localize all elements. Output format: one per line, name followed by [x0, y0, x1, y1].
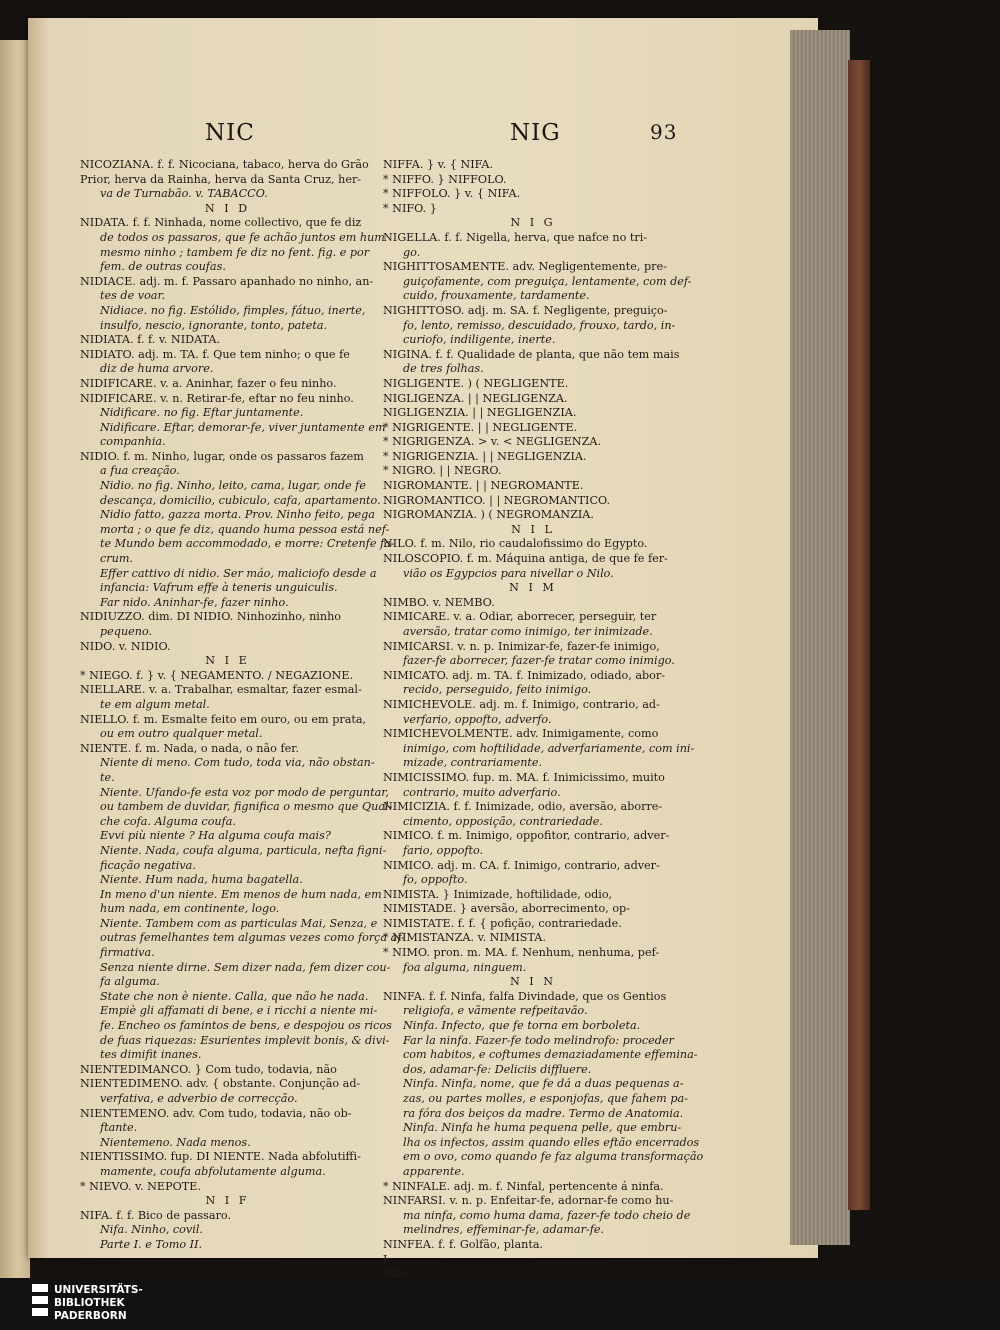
text-line: verfario, oppofto, adverfo. — [403, 712, 552, 726]
text-line: aversão, tratar como inimigo, ter inimizade. — [403, 625, 653, 638]
text-line: Parte I. e Tomo II. — [100, 1237, 203, 1251]
text-line: infancia: Vafrum effe à teneris unguiculis. — [100, 581, 338, 595]
text-line: Prior, herva da Rainha, herva da Santa Cruz, her- — [80, 172, 362, 186]
text-line: va de Turnabão. v. TABACCO. — [100, 187, 268, 201]
text-line: NINFA. f. f. Ninfa, falfa Divindade, que os Gentios — [383, 989, 667, 1003]
text-line: outras femelhantes tem algumas vezes como força af- — [100, 931, 405, 945]
text-line: NIENTISSIMO. fup. DI NIENTE. Nada abfolutiffi- — [80, 1150, 361, 1164]
text-line: fem. de outras coufas. — [100, 260, 226, 274]
section-heading: N I F — [205, 1194, 250, 1208]
text-line: * NIEVO. v. NEPOTE. — [80, 1179, 201, 1193]
text-line: NIMISTADE. } aversão, aborrecimento, op- — [383, 902, 630, 916]
text-line: NINFARSI. v. n. p. Enfeitar-fe, adornar-fe como hu- — [383, 1194, 674, 1208]
text-line: inimigo, com hoftilidade, adverfariamente, com ini- — [403, 741, 695, 755]
library-name — [54, 1284, 143, 1323]
text-line: NIDATA. f. f. Ninhada, nome collectivo, que fe diz — [80, 216, 362, 230]
text-line: che cofa. Alguma coufa. — [100, 814, 237, 828]
text-line: Nientemeno. Nada menos. — [100, 1135, 251, 1149]
text-line: NIMICISSIMO. fup. m. MA. f. Inimicissimo, muito — [383, 770, 665, 784]
text-line: NIGHITTOSAMENTE. adv. Negligentemente, pre- — [383, 260, 667, 274]
library-line-1: UNIVERSITÄTS- — [54, 1284, 143, 1296]
text-line: em o ovo, como quando fe faz alguma transformação — [403, 1150, 704, 1164]
text-line: NIENTEDIMANCO. } Com tudo, todavia, não — [80, 1062, 337, 1076]
text-line: * NIFFO. } NIFFOLO. — [383, 172, 507, 186]
text-line: NIDIATO. adj. m. TA. f. Que tem ninho; o que fe — [80, 347, 350, 361]
text-line: companhia. — [100, 435, 166, 449]
text-line: Niente di meno. Com tudo, toda via, não obstan- — [100, 756, 375, 770]
text-line: NIMICATO. adj. m. TA. f. Inimizado, odiado, abor- — [383, 668, 666, 682]
text-line: zas, ou partes molles, e esponjofas, que fahem pa- — [403, 1092, 688, 1105]
text-line: diz de huma arvore. — [100, 362, 214, 376]
text-line: Niente. Tambem com as particulas Mai, Senza, e — [100, 916, 378, 930]
text-line: * NIMISTANZA. v. NIMISTA. — [383, 931, 546, 945]
text-line: vião os Egypcios para nivellar o Nilo. — [403, 566, 614, 580]
text-line: ma ninfa, como huma dama, fazer-fe todo cheio de — [403, 1208, 691, 1222]
text-line: Nidio fatto, gazza morta. Prov. Ninho feito, pega — [100, 508, 375, 522]
text-line: morta ; o que fe diz, quando huma pessoa está nef- — [100, 522, 390, 536]
text-line: cimento, opposição, contrariedade. — [403, 814, 603, 828]
text-line: verfativa, e adverbio de correcção. — [100, 1092, 298, 1105]
text-line: de todos os passaros, que fe achão juntos em hum — [100, 230, 385, 244]
text-line: te Mundo bem accommodado, e morre: Cretenfe fa- — [100, 537, 395, 551]
text-line: foa alguma, ninguem. — [403, 960, 527, 974]
text-line: crum. — [100, 552, 133, 566]
text-line: fe. Encheo os famintos de bens, e despojou os ricos — [100, 1019, 392, 1033]
text-line: Far nido. Aninhar-fe, fazer ninho. — [100, 595, 289, 609]
text-line: NICOZIANA. f. f. Nicociana, tabaco, herva do Grão — [80, 158, 369, 171]
text-line: firmativa. — [100, 946, 155, 960]
section-heading: N I G — [510, 216, 556, 230]
section-heading: N I M — [509, 581, 557, 595]
text-line: NIMICHEVOLMENTE. adv. Inimigamente, como — [383, 727, 659, 741]
text-line: NIMICARSI. v. n. p. Inimizar-fe, fazer-fe inimigo, — [383, 639, 660, 653]
text-line: NIGLIGENZA. | | NEGLIGENZA. — [383, 391, 568, 405]
text-line: Evvi più niente ? Ha alguma coufa mais? — [100, 829, 331, 843]
text-line: Niente. Ufando-fe esta voz por modo de perguntar, — [100, 785, 389, 799]
text-line: hum nada, em continente, logo. — [100, 902, 280, 916]
text-line: insulfo, nescio, ignorante, tonto, pateta. — [100, 318, 328, 332]
text-line: NIGHITTOSO. adj. m. SA. f. Negligente, preguiço- — [383, 303, 668, 317]
text-line: In meno d'un niente. Em menos de hum nada, em — [100, 887, 382, 901]
text-line: Ninfa. Infecto, que fe torna em borboleta. — [403, 1019, 641, 1033]
text-line: State che non è niente. Calla, que não he nada. — [100, 989, 369, 1003]
text-line: NIMICO. f. m. Inimigo, oppofitor, contrario, adver- — [383, 829, 670, 843]
text-line: Nin- — [383, 1267, 408, 1278]
text-line: Nifa. Ninho, covil. — [100, 1223, 203, 1237]
text-line: lha os infectos, assim quando elles eftão encerrados — [403, 1135, 700, 1149]
text-line: curiofo, indiligente, inerte. — [403, 333, 556, 347]
text-line: NIELLO. f. m. Esmalte feito em ouro, ou em prata, — [80, 712, 367, 726]
text-line: descança, domicilio, cubiculo, cafa, apartamento. — [100, 493, 381, 507]
library-logo-icon — [32, 1284, 48, 1324]
text-line: NINFEA. f. f. Golfão, planta. — [383, 1237, 544, 1251]
text-line: de fuas riquezas: Esurientes implevit bonis, & divi- — [100, 1033, 390, 1047]
text-line: ou tambem de duvidar, fignifica o mesmo que Qual- — [100, 800, 393, 814]
page-edges — [790, 30, 850, 1245]
library-line-2: BIBLIOTHEK — [54, 1297, 125, 1309]
text-line: NIGROMANTE. | | NEGROMANTE. — [383, 479, 584, 493]
text-line: NIELLARE. v. a. Trabalhar, esmaltar, fazer esmal- — [80, 683, 362, 697]
text-line: NIFFA. } v. { NIFA. — [383, 158, 494, 171]
text-line: fazer-fe aborrecer, fazer-fe tratar como inimigo. — [403, 654, 675, 668]
text-line: te em algum metal. — [100, 697, 210, 711]
text-line: go. — [403, 245, 421, 259]
text-line: apparente. — [403, 1164, 465, 1178]
text-line: Nidificare. no fig. Eftar juntamente. — [100, 406, 304, 420]
text-line: NIFA. f. f. Bico de passaro. — [80, 1208, 232, 1222]
text-line: Nidificare. Eftar, demorar-fe, viver juntamente em — [100, 420, 386, 434]
text-line: guiçofamente, com preguiça, lentamente, com def- — [403, 274, 692, 288]
text-line: * NINFALE. adj. m. f. Ninfal, pertencente á ninfa. — [383, 1179, 664, 1193]
text-line: * NIFO. } — [383, 201, 437, 215]
section-heading: N I D — [204, 201, 251, 215]
text-line: NIMICHEVOLE. adj. m. f. Inimigo, contrario, ad- — [383, 697, 660, 711]
section-heading: N I E — [205, 654, 250, 668]
text-line: NIGELLA. f. f. Nigella, herva, que nafce no tri- — [383, 230, 648, 244]
text-line: pequeno. — [100, 625, 153, 638]
left-column — [80, 158, 405, 1253]
text-line: NIMISTA. } Inimizade, hoftilidade, odio, — [383, 887, 613, 901]
text-line: religiofa, e vãmente refpeitavão. — [403, 1004, 588, 1018]
text-line: NIDIUZZO. dim. DI NIDIO. Ninhozinho, ninho — [80, 610, 342, 624]
text-line: Far la ninfa. Fazer-fe todo melindrofo: proceder — [403, 1033, 674, 1047]
text-line: fo, lento, remisso, descuidado, frouxo, tardo, in- — [403, 318, 676, 332]
text-line: * NIFFOLO. } v. { NIFA. — [383, 187, 521, 201]
section-heading: N I L — [511, 522, 555, 536]
text-line: Senza niente dirne. Sem dizer nada, fem dizer cou- — [100, 960, 391, 974]
text-line: Ninfa. Ninfa, nome, que fe dá a duas pequenas a- — [403, 1077, 684, 1091]
text-line: te. — [100, 770, 115, 784]
text-line: a fua creação. — [100, 464, 180, 478]
text-line: Empiè gli affamati di bene, e i ricchi a niente mi- — [100, 1004, 378, 1018]
text-line: Nidio. no fig. Ninho, leito, cama, lugar, onde fe — [100, 479, 366, 493]
text-line: NIMISTATE. f. f. { pofição, contrariedade. — [383, 916, 622, 930]
text-line: NIGLIGENTE. ) ( NEGLIGENTE. — [383, 376, 569, 390]
text-line: NILOSCOPIO. f. m. Máquina antiga, de que fe fer- — [383, 552, 668, 566]
text-line: NIDIATA. f. f. v. NIDATA. — [80, 333, 221, 347]
text-line: NIMICO. adj. m. CA. f. Inimigo, contrario, adver- — [383, 858, 660, 872]
text-line: * NIGRIGENZIA. | | NEGLIGENZIA. — [383, 449, 587, 463]
text-line: Effer cattivo di nidio. Ser máo, maliciofo desde a — [100, 566, 377, 580]
text-line: NIDIO. f. m. Ninho, lugar, onde os passaros fazem — [80, 449, 364, 463]
text-line: Ninfa. Ninfa he huma pequena pelle, que embru- — [403, 1121, 682, 1135]
text-line: fa alguma. — [100, 975, 160, 989]
text-line: ftante. — [100, 1121, 138, 1135]
text-line: mesmo ninho ; tambem fe diz no fent. fig. e por — [100, 245, 370, 259]
text-line: NIMBO. v. NEMBO. — [383, 595, 495, 609]
text-line: Nidiace. no fig. Estólido, fimples, fátuo, inerte, — [100, 303, 366, 317]
text-line: NIGINA. f. f. Qualidade de planta, que não tem mais — [383, 347, 680, 361]
text-line: cuido, frouxamente, tardamente. — [403, 289, 590, 303]
text-line: mizade, contrariamente. — [403, 756, 543, 770]
facing-page-edge — [0, 40, 30, 1278]
text-line: NIENTEDIMENO. adv. { obstante. Conjunção ad- — [80, 1077, 361, 1091]
book-cover-edge — [848, 60, 870, 1210]
text-line: NIDIFICARE. v. n. Retirar-fe, eftar no feu ninho. — [80, 391, 354, 405]
right-column — [383, 158, 704, 1278]
text-line: Niente. Nada, coufa alguma, particula, nefta figni- — [100, 843, 387, 857]
page-number: 93 — [650, 120, 678, 144]
running-head-left: NIC — [205, 120, 255, 146]
text-line: ou em outro qualquer metal. — [100, 727, 263, 741]
text-line: NIENTEMENO. adv. Com tudo, todavia, não ob- — [80, 1106, 352, 1120]
text-line: com habitos, e coftumes demaziadamente effemina- — [403, 1048, 698, 1062]
text-line: NILO. f. m. Nilo, rio caudalofissimo do Egypto. — [383, 537, 648, 551]
text-line: tes dimifit inanes. — [100, 1048, 202, 1062]
text-line: Niente. Hum nada, huma bagatella. — [100, 873, 303, 887]
text-line: * NIGRIGENTE. | | NEGLIGENTE. — [383, 420, 578, 434]
text-line: mamente, coufa abfolutamente alguma. — [100, 1164, 326, 1178]
text-line: * NIEGO. f. } v. { NEGAMENTO. / NEGAZIONE. — [80, 668, 354, 682]
text-line: NIGROMANTICO. | | NEGROMANTICO. — [383, 493, 611, 507]
text-line: * NIGRIGENZA. > v. < NEGLIGENZA. — [383, 435, 602, 449]
text-line: * NIMO. pron. m. MA. f. Nenhum, nenhuma, pef- — [383, 946, 660, 960]
text-line: I — [383, 1252, 388, 1266]
section-heading: N I N — [509, 975, 557, 989]
text-line: de tres folhas. — [403, 362, 484, 376]
text-line: NIDIFICARE. v. a. Aninhar, fazer o feu ninho. — [80, 376, 337, 390]
text-line: * NIGRO. | | NEGRO. — [383, 464, 502, 478]
text-line: tes de voar. — [100, 289, 166, 303]
footer-bar — [0, 1278, 1000, 1330]
running-head-center: NIG — [510, 120, 561, 146]
text-line: ficação negativa. — [100, 858, 196, 872]
text-line: fo, oppofto. — [403, 873, 468, 887]
library-line-3: PADERBORN — [54, 1310, 127, 1322]
text-line: NIMICIZIA. f. f. Inimizade, odio, aversão, aborre- — [383, 800, 663, 814]
text-line: NIDO. v. NIDIO. — [80, 639, 171, 653]
text-line: NIENTE. f. m. Nada, o nada, o não fer. — [80, 741, 299, 755]
text-line: NIGROMANZIA. ) ( NEGROMANZIA. — [383, 508, 594, 522]
text-line: melindres, effeminar-fe, adamar-fe. — [403, 1223, 605, 1237]
text-line: contrario, muito adverfario. — [403, 785, 561, 799]
text-line: NIDIACE. adj. m. f. Passaro apanhado no ninho, an- — [80, 274, 374, 288]
text-line: dos, adamar-fe: Deliciis diffluere. — [403, 1062, 592, 1076]
text-line: ra fóra dos beiços da madre. Termo de Anatomia. — [403, 1106, 684, 1120]
text-line: fario, oppofto. — [403, 843, 484, 857]
text-line: NIMICARE. v. a. Odiar, aborrecer, perseguir, ter — [383, 610, 657, 624]
text-line: recido, perseguido, feito inimigo. — [403, 683, 592, 697]
text-line: NIGLIGENZIA. | | NEGLIGENZIA. — [383, 406, 577, 420]
